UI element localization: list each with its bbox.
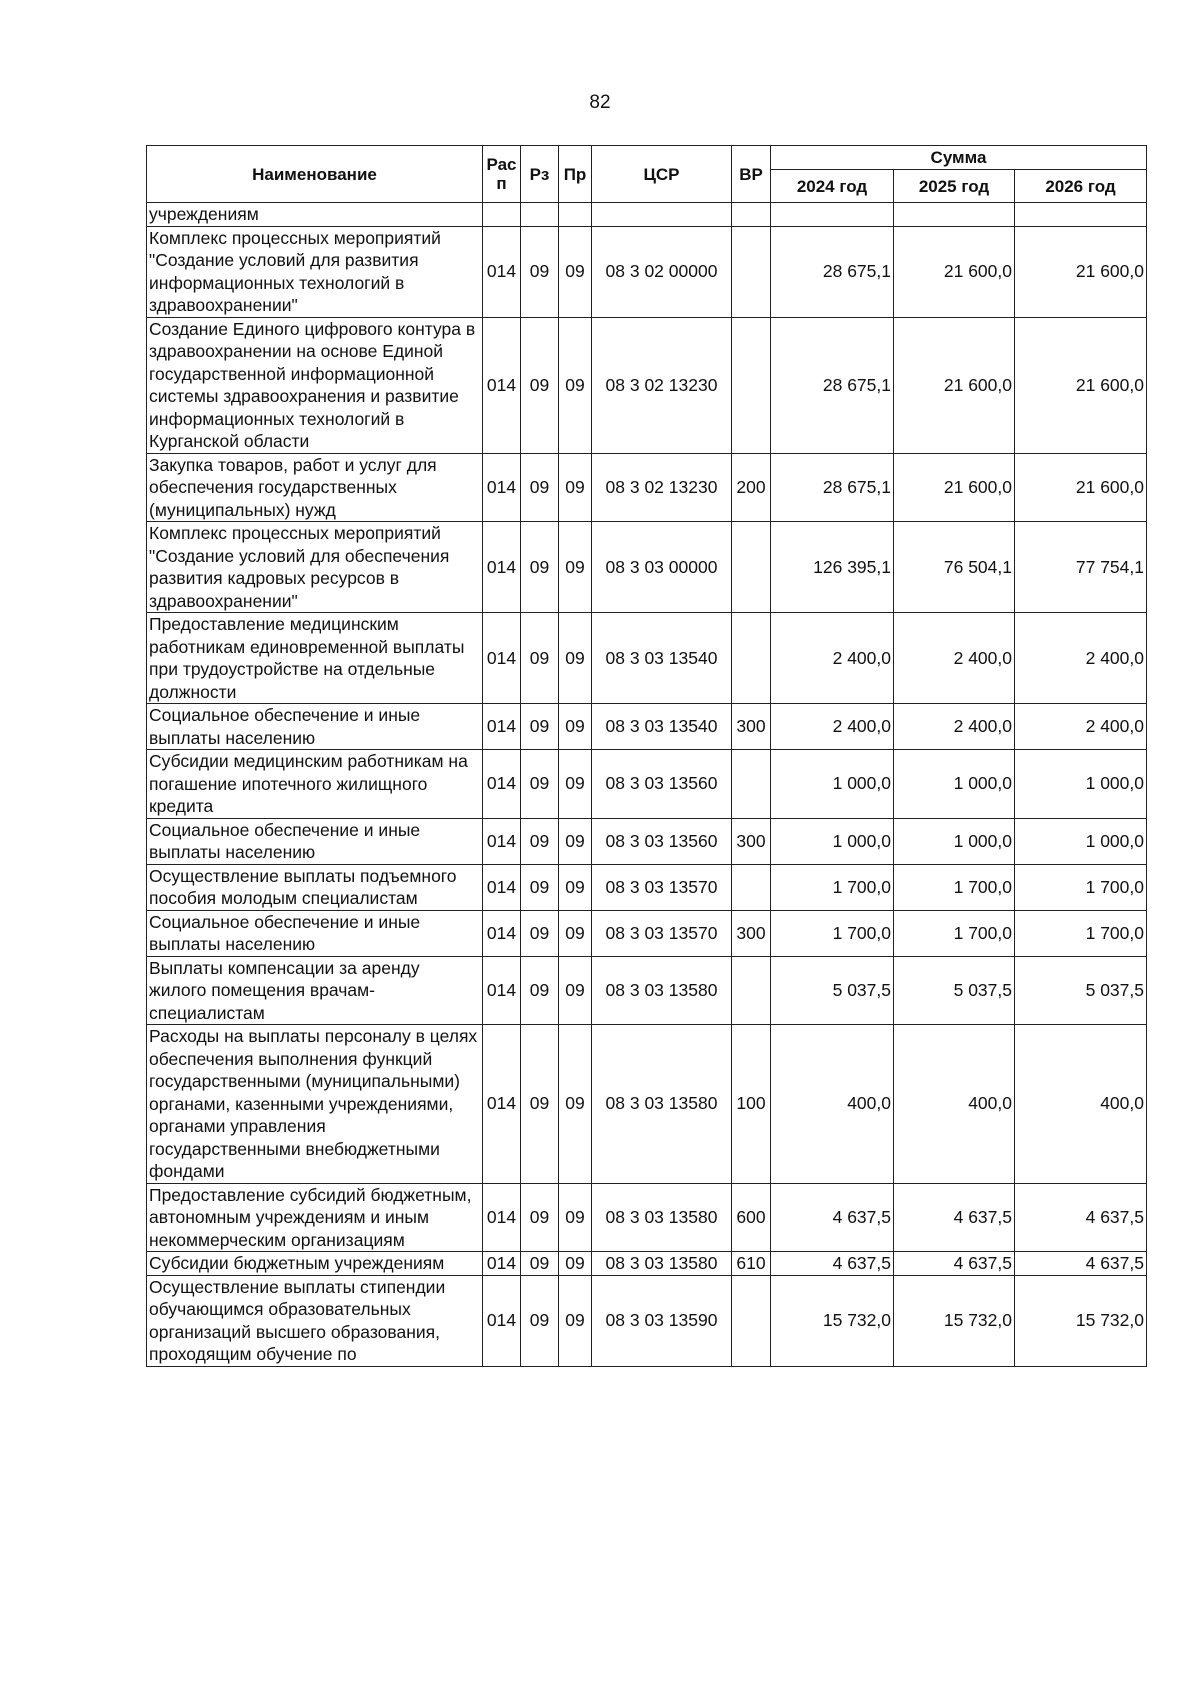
row-2025: 2 400,0 [894, 613, 1015, 704]
row-rasp: 014 [483, 226, 521, 317]
row-rasp: 014 [483, 818, 521, 864]
row-rz: 09 [521, 956, 559, 1025]
row-2025: 1 700,0 [894, 910, 1015, 956]
row-2024: 5 037,5 [771, 956, 894, 1025]
table-body [147, 203, 1147, 1367]
row-name: Комплекс процессных мероприятий "Создание условий для развития информационных технологий в здравоохранении" [147, 226, 483, 317]
budget-table [146, 145, 1147, 1367]
row-pr: 09 [559, 1183, 592, 1252]
row-name: Расходы на выплаты персоналу в целях обеспечения выполнения функций государственными (муниципальными) органами, казенными учреждениями, органами управления государственными внебюджетными фондами [147, 1025, 483, 1184]
row-2025: 21 600,0 [894, 317, 1015, 453]
row-2026: 4 637,5 [1015, 1252, 1147, 1276]
row-name: Социальное обеспечение и иные выплаты населению [147, 704, 483, 750]
row-csr: 08 3 03 13580 [592, 956, 732, 1025]
row-rz: 09 [521, 522, 559, 613]
row-csr: 08 3 03 13570 [592, 910, 732, 956]
row-pr [559, 203, 592, 227]
row-name: Комплекс процессных мероприятий "Создание условий для обеспечения развития кадровых ресурсов в здравоохранении" [147, 522, 483, 613]
row-vr [732, 750, 771, 819]
row-name: Предоставление субсидий бюджетным, автономным учреждениям и иным некоммерческим организациям [147, 1183, 483, 1252]
row-rz: 09 [521, 750, 559, 819]
table-row [147, 1025, 1147, 1184]
row-name: Социальное обеспечение и иные выплаты населению [147, 910, 483, 956]
row-2026: 1 000,0 [1015, 750, 1147, 819]
row-pr: 09 [559, 818, 592, 864]
row-pr: 09 [559, 956, 592, 1025]
row-rz: 09 [521, 317, 559, 453]
row-2024: 1 700,0 [771, 910, 894, 956]
table-row [147, 203, 1147, 227]
row-vr: 610 [732, 1252, 771, 1276]
header-2024: 2024 год [771, 170, 894, 203]
row-2025: 5 037,5 [894, 956, 1015, 1025]
row-2025: 4 637,5 [894, 1183, 1015, 1252]
row-rz [521, 203, 559, 227]
row-rz: 09 [521, 453, 559, 522]
row-2024: 1 000,0 [771, 818, 894, 864]
row-csr [592, 203, 732, 227]
row-rasp: 014 [483, 1252, 521, 1276]
row-csr: 08 3 03 13570 [592, 864, 732, 910]
row-2024: 1 700,0 [771, 864, 894, 910]
row-rz: 09 [521, 818, 559, 864]
row-pr: 09 [559, 1275, 592, 1366]
row-2026: 4 637,5 [1015, 1183, 1147, 1252]
row-vr [732, 226, 771, 317]
row-2026: 21 600,0 [1015, 317, 1147, 453]
row-vr [732, 317, 771, 453]
row-2026 [1015, 203, 1147, 227]
row-2026: 1 700,0 [1015, 864, 1147, 910]
row-rz: 09 [521, 704, 559, 750]
header-row-1 [147, 146, 1147, 170]
row-csr: 08 3 03 00000 [592, 522, 732, 613]
row-2026: 77 754,1 [1015, 522, 1147, 613]
row-2024: 2 400,0 [771, 704, 894, 750]
row-vr [732, 613, 771, 704]
row-pr: 09 [559, 522, 592, 613]
row-2024: 28 675,1 [771, 317, 894, 453]
row-vr: 100 [732, 1025, 771, 1184]
row-2025: 21 600,0 [894, 453, 1015, 522]
row-2025: 76 504,1 [894, 522, 1015, 613]
header-csr: ЦСР [592, 146, 732, 203]
row-csr: 08 3 03 13580 [592, 1025, 732, 1184]
row-pr: 09 [559, 864, 592, 910]
row-name: Осуществление выплаты подъемного пособия молодым специалистам [147, 864, 483, 910]
row-rz: 09 [521, 1025, 559, 1184]
row-2025: 1 000,0 [894, 818, 1015, 864]
row-2024: 28 675,1 [771, 453, 894, 522]
row-vr: 600 [732, 1183, 771, 1252]
row-2025: 4 637,5 [894, 1252, 1015, 1276]
page-number: 82 [589, 92, 611, 113]
row-rasp: 014 [483, 317, 521, 453]
row-name: Субсидии медицинским работникам на погашение ипотечного жилищного кредита [147, 750, 483, 819]
row-rasp: 014 [483, 864, 521, 910]
row-pr: 09 [559, 613, 592, 704]
row-2025: 21 600,0 [894, 226, 1015, 317]
table-row [147, 1183, 1147, 1252]
row-2025: 2 400,0 [894, 704, 1015, 750]
row-pr: 09 [559, 226, 592, 317]
table-row [147, 613, 1147, 704]
table-row [147, 1252, 1147, 1276]
row-2026: 1 000,0 [1015, 818, 1147, 864]
row-name: Создание Единого цифрового контура в здравоохранении на основе Единой государственной информационной системы здравоохранения и развитие информационных технологий в Курганской области [147, 317, 483, 453]
table-row [147, 522, 1147, 613]
row-2026: 400,0 [1015, 1025, 1147, 1184]
row-pr: 09 [559, 453, 592, 522]
row-pr: 09 [559, 910, 592, 956]
row-2026: 5 037,5 [1015, 956, 1147, 1025]
row-rz: 09 [521, 910, 559, 956]
row-rasp [483, 203, 521, 227]
row-2025 [894, 203, 1015, 227]
row-name: учреждениям [147, 203, 483, 227]
row-pr: 09 [559, 1025, 592, 1184]
row-2024: 4 637,5 [771, 1183, 894, 1252]
row-csr: 08 3 03 13540 [592, 704, 732, 750]
row-2024: 4 637,5 [771, 1252, 894, 1276]
header-pr: Пр [559, 146, 592, 203]
row-pr: 09 [559, 317, 592, 453]
row-2024: 126 395,1 [771, 522, 894, 613]
row-rasp: 014 [483, 1025, 521, 1184]
row-rasp: 014 [483, 613, 521, 704]
row-name: Закупка товаров, работ и услуг для обеспечения государственных (муниципальных) нужд [147, 453, 483, 522]
row-rz: 09 [521, 1183, 559, 1252]
row-name: Социальное обеспечение и иные выплаты населению [147, 818, 483, 864]
table-row [147, 910, 1147, 956]
row-name: Выплаты компенсации за аренду жилого помещения врачам-специалистам [147, 956, 483, 1025]
header-rz: Рз [521, 146, 559, 203]
row-name: Предоставление медицинским работникам единовременной выплаты при трудоустройстве на отдельные должности [147, 613, 483, 704]
row-vr [732, 956, 771, 1025]
row-rasp: 014 [483, 956, 521, 1025]
row-csr: 08 3 03 13540 [592, 613, 732, 704]
row-pr: 09 [559, 1252, 592, 1276]
row-2026: 21 600,0 [1015, 226, 1147, 317]
row-rasp: 014 [483, 750, 521, 819]
table-row [147, 704, 1147, 750]
row-rasp: 014 [483, 1183, 521, 1252]
table-row [147, 864, 1147, 910]
table-row [147, 453, 1147, 522]
row-2024: 15 732,0 [771, 1275, 894, 1366]
row-vr: 300 [732, 704, 771, 750]
row-rz: 09 [521, 1252, 559, 1276]
row-vr: 300 [732, 818, 771, 864]
row-2024: 1 000,0 [771, 750, 894, 819]
row-vr [732, 522, 771, 613]
row-2024: 2 400,0 [771, 613, 894, 704]
row-2025: 15 732,0 [894, 1275, 1015, 1366]
row-vr: 300 [732, 910, 771, 956]
header-2026: 2026 год [1015, 170, 1147, 203]
header-summa: Сумма [771, 146, 1147, 170]
row-csr: 08 3 03 13580 [592, 1183, 732, 1252]
table-row [147, 750, 1147, 819]
row-csr: 08 3 03 13560 [592, 750, 732, 819]
row-2026: 21 600,0 [1015, 453, 1147, 522]
row-2025: 1 000,0 [894, 750, 1015, 819]
row-rasp: 014 [483, 704, 521, 750]
row-csr: 08 3 02 00000 [592, 226, 732, 317]
header-rasp: Рас п [483, 146, 521, 203]
header-name: Наименование [147, 146, 483, 203]
row-csr: 08 3 03 13580 [592, 1252, 732, 1276]
row-csr: 08 3 03 13590 [592, 1275, 732, 1366]
row-2026: 2 400,0 [1015, 613, 1147, 704]
row-vr [732, 203, 771, 227]
row-rz: 09 [521, 864, 559, 910]
header-vr: ВР [732, 146, 771, 203]
row-2026: 1 700,0 [1015, 910, 1147, 956]
row-pr: 09 [559, 704, 592, 750]
row-csr: 08 3 03 13560 [592, 818, 732, 864]
row-rasp: 014 [483, 522, 521, 613]
row-rasp: 014 [483, 1275, 521, 1366]
row-name: Субсидии бюджетным учреждениям [147, 1252, 483, 1276]
table-row [147, 956, 1147, 1025]
table-row [147, 317, 1147, 453]
table-row [147, 226, 1147, 317]
row-rz: 09 [521, 613, 559, 704]
row-rasp: 014 [483, 453, 521, 522]
row-2026: 2 400,0 [1015, 704, 1147, 750]
table-row [147, 1275, 1147, 1366]
row-pr: 09 [559, 750, 592, 819]
row-csr: 08 3 02 13230 [592, 317, 732, 453]
row-csr: 08 3 02 13230 [592, 453, 732, 522]
row-2024: 28 675,1 [771, 226, 894, 317]
row-rasp: 014 [483, 910, 521, 956]
row-rz: 09 [521, 1275, 559, 1366]
row-rz: 09 [521, 226, 559, 317]
row-2026: 15 732,0 [1015, 1275, 1147, 1366]
table-row [147, 818, 1147, 864]
row-2025: 400,0 [894, 1025, 1015, 1184]
row-vr: 200 [732, 453, 771, 522]
row-vr [732, 1275, 771, 1366]
row-2025: 1 700,0 [894, 864, 1015, 910]
row-2024 [771, 203, 894, 227]
row-name: Осуществление выплаты стипендии обучающимся образовательных организаций высшего образования, проходящим обучение по [147, 1275, 483, 1366]
row-2024: 400,0 [771, 1025, 894, 1184]
header-2025: 2025 год [894, 170, 1015, 203]
row-vr [732, 864, 771, 910]
